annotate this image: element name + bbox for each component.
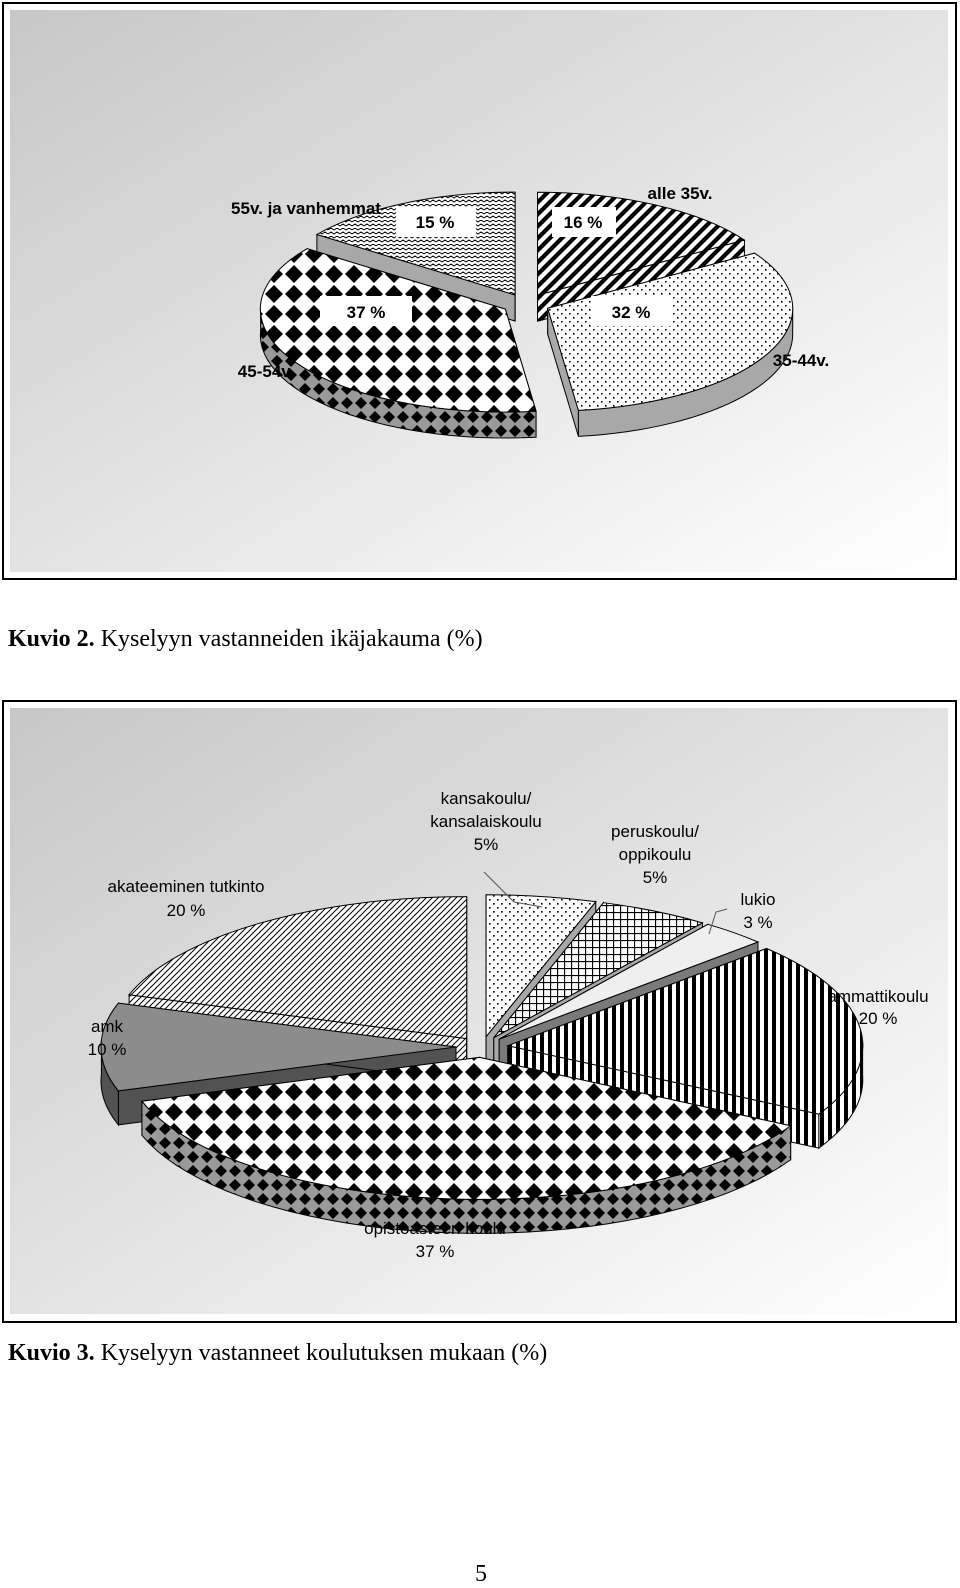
category-label: 35-44v.	[772, 351, 830, 370]
category-label: 55v. ja vanhemmat	[231, 199, 381, 218]
education-pie-chart	[4, 702, 955, 1321]
data-label: 15 %	[415, 213, 455, 232]
caption-text: Kyselyyn vastanneiden ikäjakauma (%)	[100, 626, 483, 652]
data-label: 20 %	[858, 1009, 898, 1028]
category-label: kansalaiskoulu	[430, 812, 542, 831]
caption-label: Kuvio 3.	[8, 1340, 95, 1366]
category-label: akateeminen tutkinto	[107, 877, 265, 896]
figure-caption-kuvio3	[8, 1340, 547, 1367]
data-label: 20 %	[166, 901, 206, 920]
data-label: 32 %	[611, 303, 651, 322]
caption-text: Kyselyyn vastanneet koulutuksen mukaan (%)	[100, 1340, 548, 1366]
caption-label: Kuvio 2.	[8, 626, 95, 652]
data-label: 3 %	[743, 913, 773, 932]
category-label: amk	[90, 1017, 124, 1036]
data-label: 16 %	[563, 213, 603, 232]
data-label: 5%	[642, 868, 668, 887]
category-label: 45-54v.	[237, 362, 295, 381]
category-label: opistoasteen koulu	[364, 1219, 506, 1238]
figure-caption-kuvio2	[8, 626, 483, 653]
education-chart-frame	[2, 700, 957, 1323]
category-label: kansakoulu/	[440, 789, 532, 808]
data-label: 10 %	[87, 1040, 127, 1059]
category-label: lukio	[740, 890, 776, 909]
data-label: 5%	[473, 835, 499, 854]
category-label: peruskoulu/	[611, 822, 699, 841]
category-label: ammattikoulu	[827, 987, 929, 1006]
data-label: 37 %	[415, 1242, 455, 1261]
data-label: 37 %	[346, 303, 386, 322]
category-label: oppikoulu	[618, 845, 692, 864]
page-number: 5	[475, 1561, 487, 1587]
age-pie-chart	[4, 4, 955, 578]
age-chart-frame	[2, 2, 957, 580]
category-label: alle 35v.	[647, 184, 713, 203]
